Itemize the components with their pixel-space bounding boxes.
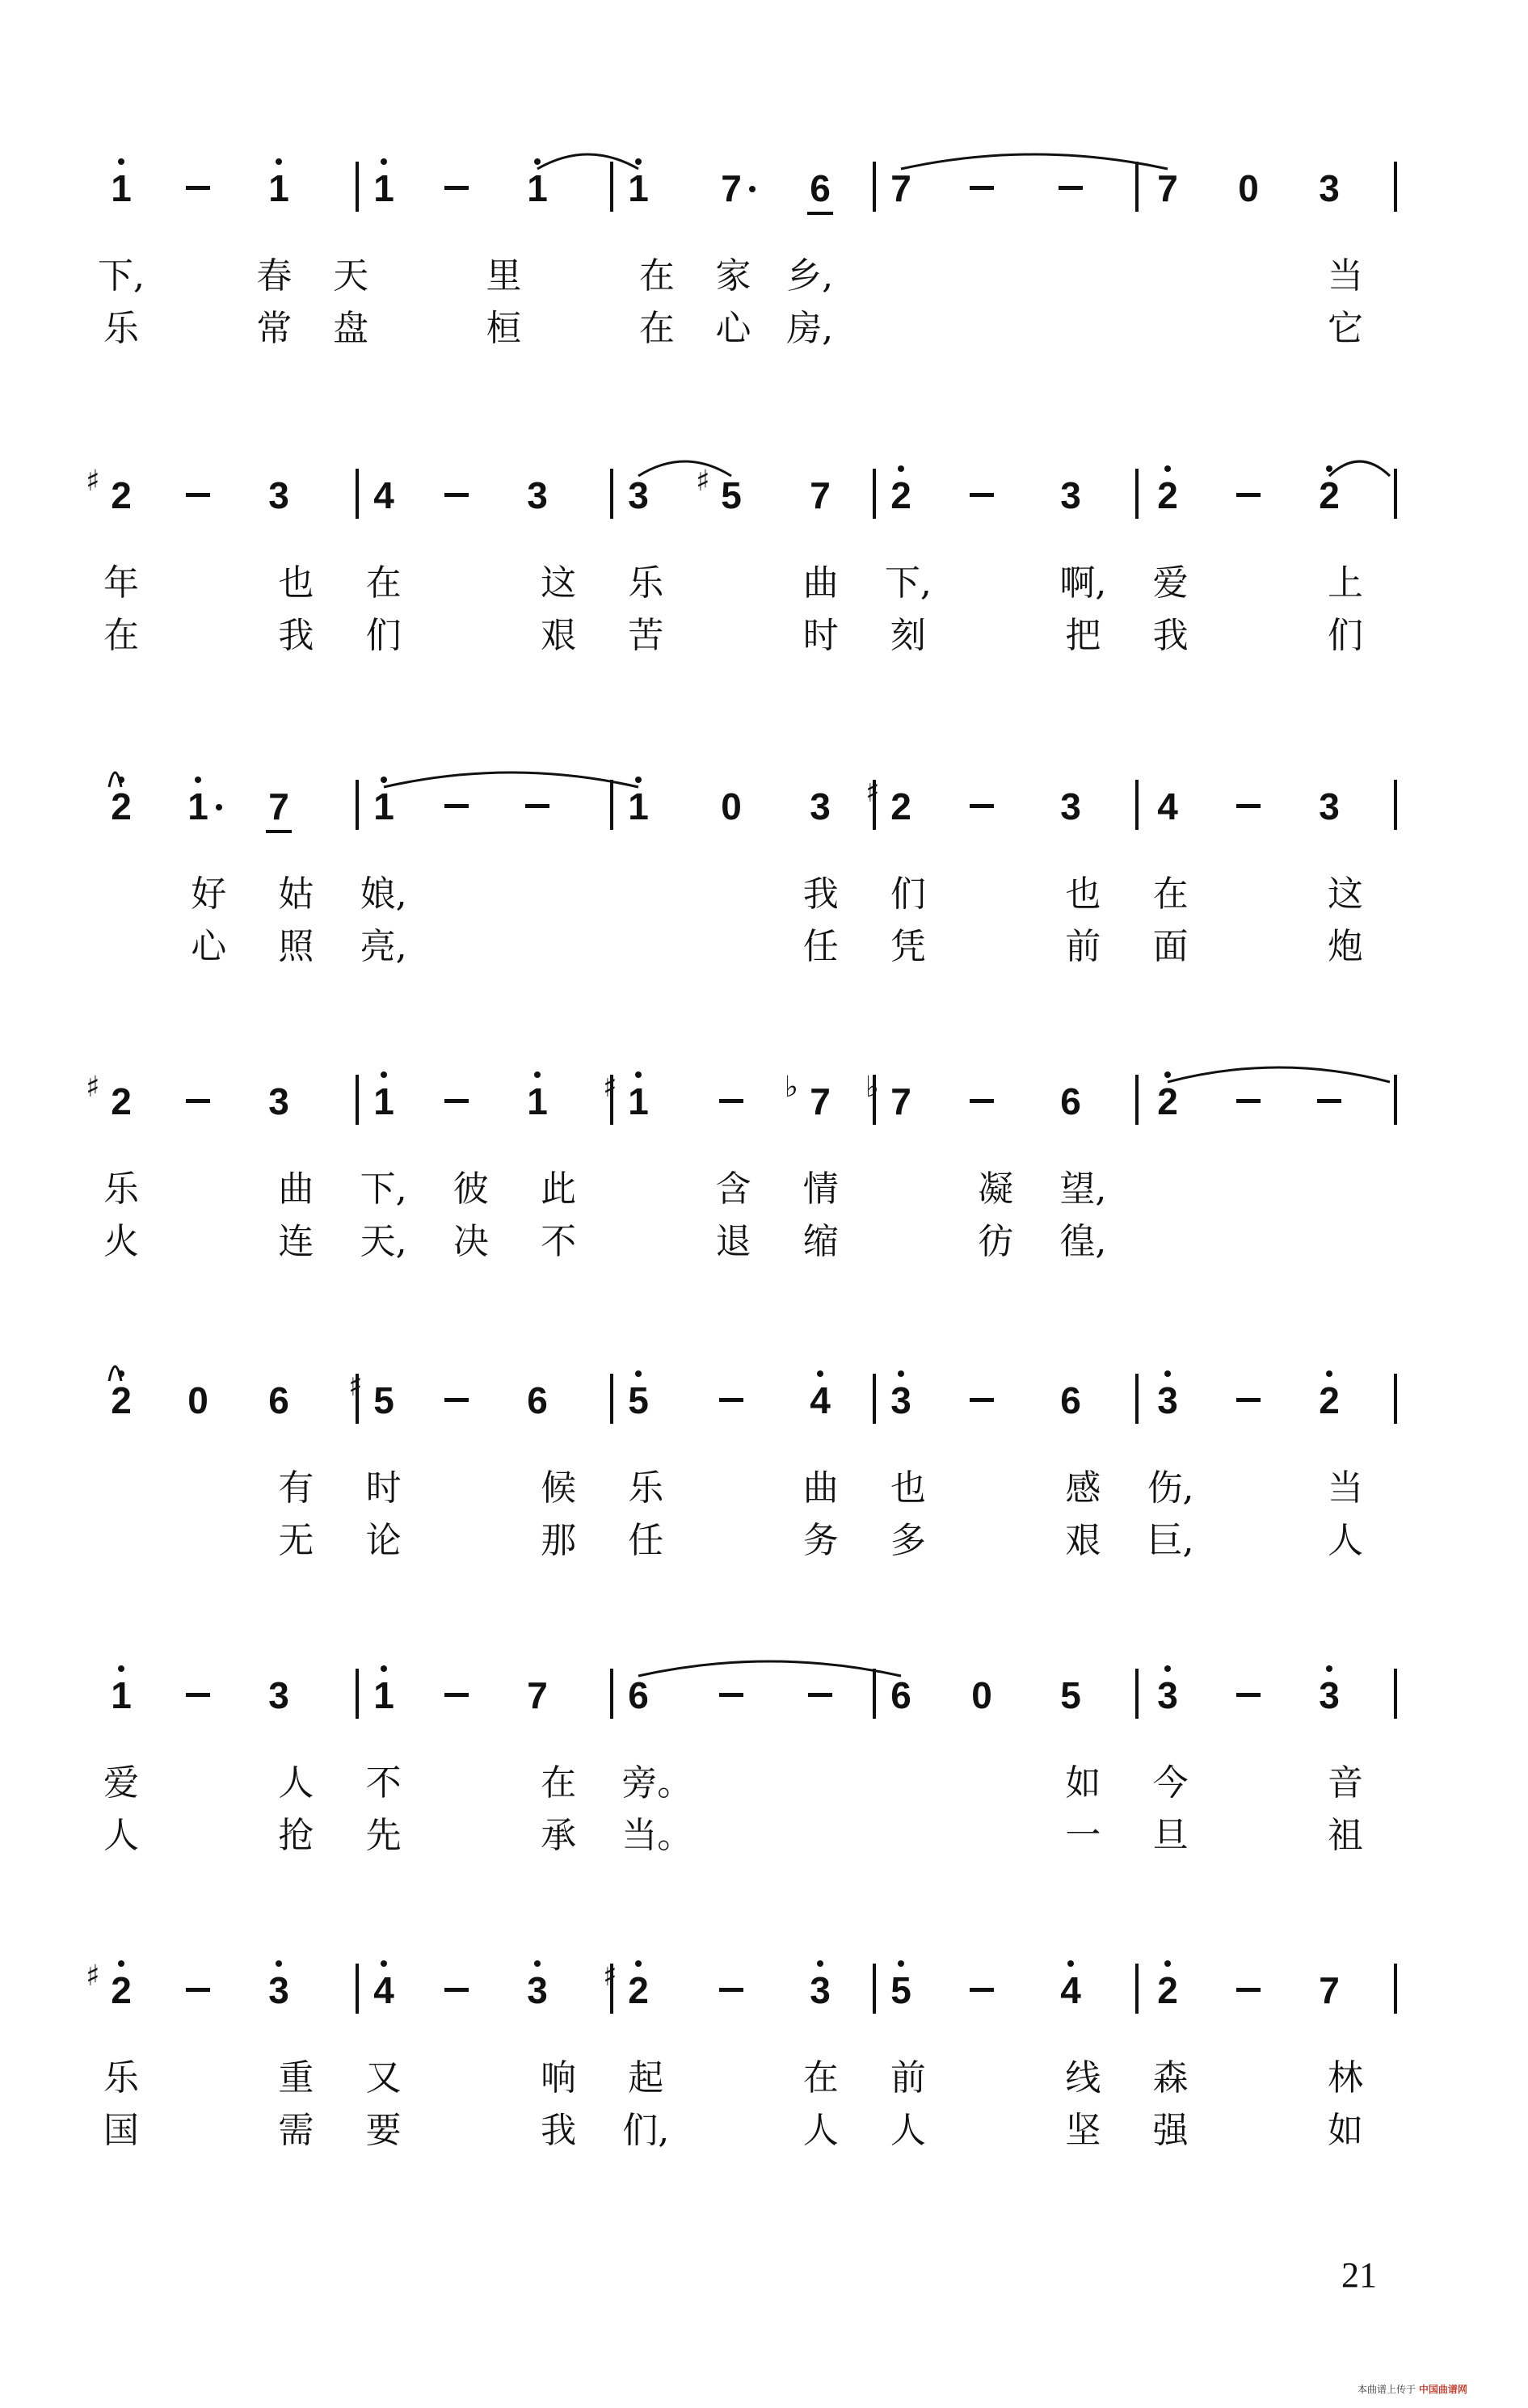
lyric-char: 炮 [1328,926,1363,967]
sharp-sign: ♯ [348,1370,363,1403]
lyric-char: 决 [453,1221,489,1262]
lyric-char: 时 [365,1467,402,1509]
lyric-char: 也 [1065,874,1101,915]
lyric-char: 退 [715,1221,751,1262]
lyric-char: 艰 [541,615,577,656]
lyric-char: 前 [890,2057,926,2099]
lyric-char: 旦 [1152,1815,1189,1856]
note: 2 [890,785,911,827]
note: 2 [111,1080,132,1122]
lyric-char: 含 [715,1168,751,1210]
note: 6 [527,1379,548,1421]
note: 7 [810,1080,831,1122]
tie-arc [537,154,638,169]
lyric-char: 要 [365,2110,402,2151]
note: 6 [1060,1080,1081,1122]
note: 6 [268,1379,289,1421]
note: 2 [890,474,911,516]
lyric-char: 需 [278,2110,314,2151]
note: 3 [810,1969,831,2011]
lyric-char: 们 [365,615,402,656]
lyric-char: 重 [278,2057,314,2099]
lyric-char: 如 [1328,2110,1363,2151]
lyric-char: 房, [786,308,834,349]
lyric-char: 先 [365,1815,402,1856]
sharp-sign: ♯ [696,465,710,498]
lyric-char: 连 [278,1221,314,1262]
lyric-char: 娘, [360,874,407,915]
lyric-char: 刻 [890,615,926,656]
lyric-char: 们 [1328,615,1363,656]
lyric-char: 不 [365,1762,402,1804]
lyric-char: 我 [802,874,839,915]
lyric-char: 抢 [278,1815,314,1856]
watermark-brand: 中国曲谱网 [1418,2384,1467,2395]
note: 2 [1157,1080,1178,1122]
lyric-char: 祖 [1328,1815,1363,1856]
lyric-char: 爱 [1152,562,1189,604]
lyric-char: 天 [333,255,369,297]
note: 6 [890,1674,911,1716]
lyric-char: 又 [365,2057,402,2099]
note: 1 [527,167,548,209]
lyric-char: 旁。 [621,1762,693,1804]
note: 0 [721,785,742,827]
note: 1 [111,167,132,209]
note: 5 [628,1379,649,1421]
lyric-char: 下, [360,1168,407,1210]
note: 7 [268,785,289,827]
lyric-char: 任 [802,926,839,967]
note: 6 [1060,1379,1081,1421]
note: 4 [1060,1969,1081,2011]
lyric-char: 我 [1152,615,1189,656]
note: 2 [111,474,132,516]
lyric-char: 们, [622,2110,670,2151]
note: 0 [1238,167,1259,209]
note: 3 [628,474,649,516]
note: 7 [890,167,911,209]
lyric-char: 伤, [1147,1467,1194,1509]
tie-arc [109,1366,121,1381]
lyric-char: 亮, [360,926,407,967]
lyric-char: 任 [628,1520,664,1561]
note: 7 [810,474,831,516]
note: 0 [187,1379,208,1421]
lyric-char: 不 [541,1221,577,1262]
tie-arc [109,772,121,787]
note: 1 [373,1080,394,1122]
sharp-sign: ♯ [603,1960,617,1993]
flat-sign: ♭ [785,1071,798,1104]
lyric-char: 上 [1328,562,1363,604]
note: 1 [628,167,649,209]
lyric-char: 曲 [802,1467,839,1509]
lyric-char: 盘 [333,308,369,349]
lyric-char: 人 [802,2110,839,2151]
note: 2 [1319,1379,1340,1421]
note: 7 [1157,167,1178,209]
lyric-char: 人 [278,1762,314,1804]
lyric-char: 苦 [628,615,664,656]
lyric-char: 它 [1328,308,1363,349]
lyric-char: 缩 [802,1221,839,1262]
sharp-sign: ♯ [86,1071,100,1104]
tie-arc [1329,461,1390,476]
lyric-char: 无 [278,1520,314,1561]
lyric-char: 彷 [978,1221,1014,1262]
watermark-text: 本曲谱上传于 [1358,2384,1416,2395]
lyric-char: 音 [1328,1762,1363,1804]
lyric-char: 乐 [628,562,664,604]
lyric-char: 线 [1065,2057,1101,2099]
lyric-char: 也 [890,1467,926,1509]
lyric-char: 下, [98,255,145,297]
lyric-char: 爱 [103,1762,139,1804]
lyric-char: 凝 [978,1168,1014,1210]
tie-arc [1168,1067,1390,1082]
lyric-char: 春 [256,255,293,297]
note: 3 [810,785,831,827]
tie-arc [638,461,731,476]
lyric-char: 承 [541,1815,577,1856]
lyric-char: 这 [541,562,577,604]
sharp-sign: ♯ [865,776,880,809]
note: 3 [268,1674,289,1716]
note: 1 [373,1674,394,1716]
note: 1 [111,1674,132,1716]
lyric-char: 务 [802,1520,839,1561]
note: 4 [810,1379,831,1421]
note: 1 [628,1080,649,1122]
lyric-char: 桓 [486,308,522,349]
sharp-sign: ♯ [603,1071,617,1104]
note: 7 [721,167,742,209]
note: 3 [268,1969,289,2011]
lyric-char: 里 [486,255,522,297]
note: 3 [1319,1674,1340,1716]
note: 3 [1157,1674,1178,1716]
note: 3 [890,1379,911,1421]
note: 3 [1060,785,1081,827]
note: 2 [1319,474,1340,516]
lyric-char: 也 [278,562,314,604]
lyric-char: 我 [278,615,314,656]
lyric-char: 凭 [890,926,926,967]
lyric-char: 今 [1152,1762,1189,1804]
lyric-char: 在 [638,255,675,297]
note: 5 [373,1379,394,1421]
lyric-char: 曲 [278,1168,314,1210]
note: 5 [890,1969,911,2011]
note: 6 [810,167,831,209]
note: 7 [890,1080,911,1122]
lyric-char: 在 [541,1762,577,1804]
lyric-char: 感 [1065,1467,1101,1509]
sharp-sign: ♯ [86,1960,100,1993]
lyric-char: 乐 [628,1467,664,1509]
lyric-char: 好 [191,874,227,915]
lyric-char: 此 [541,1168,577,1210]
note: 3 [268,474,289,516]
lyric-char: 我 [541,2110,577,2151]
note: 1 [373,167,394,209]
lyric-char: 巨, [1147,1520,1194,1561]
note: 4 [373,474,394,516]
lyric-char: 在 [638,308,675,349]
lyric-char: 前 [1065,926,1101,967]
lyric-char: 当 [1328,1467,1363,1509]
lyric-char: 国 [103,2110,139,2151]
note: 6 [628,1674,649,1716]
lyric-char: 乐 [103,2057,139,2099]
tie-arc [901,154,1168,169]
lyric-char: 面 [1152,926,1189,967]
lyric-char: 望, [1059,1168,1107,1210]
note: 2 [1157,1969,1178,2011]
lyric-char: 响 [541,2057,577,2099]
lyric-char: 在 [1152,874,1189,915]
page-number: 21 [1341,2255,1377,2295]
lyric-char: 常 [256,308,293,349]
lyric-char: 把 [1065,615,1101,656]
lyric-char: 乐 [103,1168,139,1210]
note: 3 [1060,474,1081,516]
note: 3 [527,474,548,516]
lyric-char: 乡, [786,255,834,297]
lyric-char: 天, [360,1221,407,1262]
lyric-char: 多 [890,1520,926,1561]
lyric-char: 当 [1328,255,1363,297]
flat-sign: ♭ [865,1071,879,1104]
tie-arc [638,1661,901,1676]
lyric-char: 候 [541,1467,577,1509]
lyric-char: 如 [1065,1762,1101,1804]
note: 3 [1319,785,1340,827]
lyric-char: 在 [802,2057,839,2099]
lyric-char: 心 [191,926,227,967]
lyric-char: 强 [1152,2110,1189,2151]
lyric-char: 论 [365,1520,402,1561]
note: 1 [268,167,289,209]
lyric-char: 在 [103,615,139,656]
note: 2 [111,1969,132,2011]
lyric-char: 曲 [802,562,839,604]
note: 1 [373,785,394,827]
lyric-char: 艰 [1065,1520,1101,1561]
lyric-char: 有 [278,1467,314,1509]
lyric-char: 人 [1328,1520,1363,1561]
note: 0 [971,1674,992,1716]
watermark [1358,2382,1467,2396]
note: 1 [187,785,208,827]
lyric-char: 啊, [1059,562,1107,604]
lyric-char: 姑 [278,874,314,915]
note: 3 [268,1080,289,1122]
note: 3 [527,1969,548,2011]
note: 4 [1157,785,1178,827]
note: 1 [527,1080,548,1122]
note: 3 [1319,167,1340,209]
note: 4 [373,1969,394,2011]
lyric-char: 这 [1328,874,1363,915]
lyric-char: 当。 [621,1815,693,1856]
note: 3 [1157,1379,1178,1421]
lyric-char: 人 [103,1815,139,1856]
lyric-char: 起 [628,2057,664,2099]
note: 2 [1157,474,1178,516]
lyric-char: 那 [541,1520,577,1561]
tie-arc [384,772,638,787]
note: 5 [1060,1674,1081,1716]
note: 7 [527,1674,548,1716]
lyric-char: 在 [365,562,402,604]
lyric-char: 们 [890,874,926,915]
lyric-char: 家 [715,255,751,297]
lyric-char: 下, [884,562,932,604]
lyric-char: 情 [802,1168,839,1210]
note: 1 [628,785,649,827]
lyric-char: 人 [890,2110,926,2151]
lyric-char: 时 [802,615,839,656]
lyric-char: 照 [278,926,314,967]
lyric-char: 心 [715,308,751,349]
lyric-char: 火 [103,1221,139,1262]
lyric-char: 坚 [1065,2110,1101,2151]
note: 5 [721,474,742,516]
lyric-char: 徨, [1059,1221,1107,1262]
sharp-sign: ♯ [86,465,100,498]
lyric-char: 一 [1065,1815,1101,1856]
note: 2 [628,1969,649,2011]
lyric-char: 彼 [453,1168,489,1210]
lyric-char: 年 [103,562,139,604]
lyric-char: 森 [1152,2057,1189,2099]
lyric-char: 乐 [103,308,139,349]
note: 2 [111,785,132,827]
lyric-char: 林 [1328,2057,1363,2099]
note: 2 [111,1379,132,1421]
note: 7 [1319,1969,1340,2011]
